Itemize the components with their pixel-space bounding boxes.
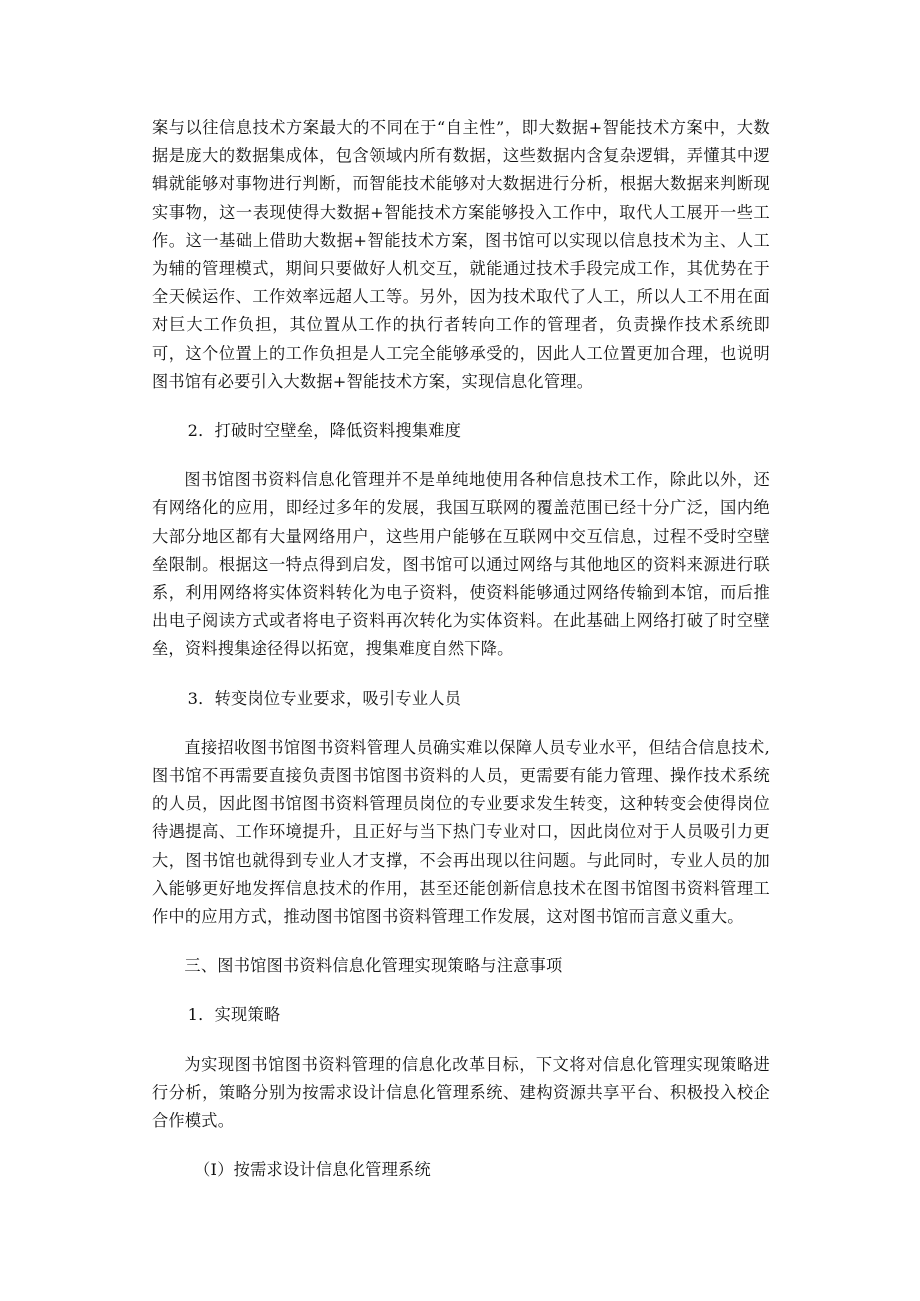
- body-paragraph-2: 图书馆图书资料信息化管理并不是单纯地使用各种信息技术工作，除此以外，还有网络化的应用，即经过多年的发展，我国互联网的覆盖范围已经十分广泛，国内绝大部分地区都有大量网络用户，这些用户能够在互联网中交互信息，过程不受时空壁垒限制。根据这一特点得到启发，图书馆可以通过网络与其他地区的资料来源进行联系，利用网络将实体资料转化为电子资料，使资料能够通过网络传输到本馆，而后推出电子阅读方式或者将电子资料再次转化为实体资料。在此基础上网络打破了时空壁垒，资料搜集途径得以拓宽，搜集难度自然下降。: [152, 470, 770, 659]
- body-paragraph-3: 直接招收图书馆图书资料管理人员确实难以保障人员专业水平，但结合信息技术,图书馆不再需要直接负责图书馆图书资料的人员，更需要有能力管理、操作技术系统的人员，因此图书馆图书资料管理员岗位的专业要求发生转变，这种转变会使得岗位待遇提高、工作环境提升，且正好与当下热门专业对口，因此岗位对于人员吸引力更大，图书馆也就得到专业人才支撑，不会再出现以往问题。与此同时，专业人员的加入能够更好地发挥信息技术的作用，甚至还能创新信息技术在图书馆图书资料管理工作中的应用方式，推动图书馆图书资料管理工作发展，这对图书馆而言意义重大。: [152, 737, 770, 927]
- section-heading-3: 三、图书馆图书资料信息化管理实现策略与注意事项: [184, 956, 563, 976]
- subheading-design-system: （I）按需求设计信息化管理系统: [194, 1160, 431, 1180]
- body-paragraph-4: 为实现图书馆图书资料管理的信息化改革目标，下文将对信息化管理实现策略进行分析，策略分别为按需求设计信息化管理系统、建构资源共享平台、积极投入校企合作模式。: [152, 1054, 770, 1131]
- subheading-2: 2．打破时空壁垒，降低资料搜集难度: [187, 421, 462, 441]
- subheading-3: 3．转变岗位专业要求，吸引专业人员: [187, 688, 462, 708]
- body-paragraph-1: 案与以往信息技术方案最大的不同在于“自主性”，即大数据+智能技术方案中，大数据是庞大的数据集成体，包含领域内所有数据，这些数据内含复杂逻辑，弄懂其中逻辑就能够对事物进行判断，而智能技术能够对大数据进行分析，根据大数据来判断现实事物，这一表现使得大数据+智能技术方案能够投入工作中，取代人工展开一些工作。这一基础上借助大数据+智能技术方案，图书馆可以实现以信息技术为主、人工为辅的管理模式，期间只要做好人机交互，就能通过技术手段完成工作，其优势在于全天候运作、工作效率远超人工等。另外，因为技术取代了人工，所以人工不用在面对巨大工作负担，其位置从工作的执行者转向工作的管理者，负责操作技术系统即可，这个位置上的工作负担是人工完全能够承受的，因此人工位置更加合理，也说明图书馆有必要引入大数据+智能技术方案，实现信息化管理。: [152, 118, 770, 391]
- subheading-strategy: 1．实现策略: [187, 1005, 281, 1025]
